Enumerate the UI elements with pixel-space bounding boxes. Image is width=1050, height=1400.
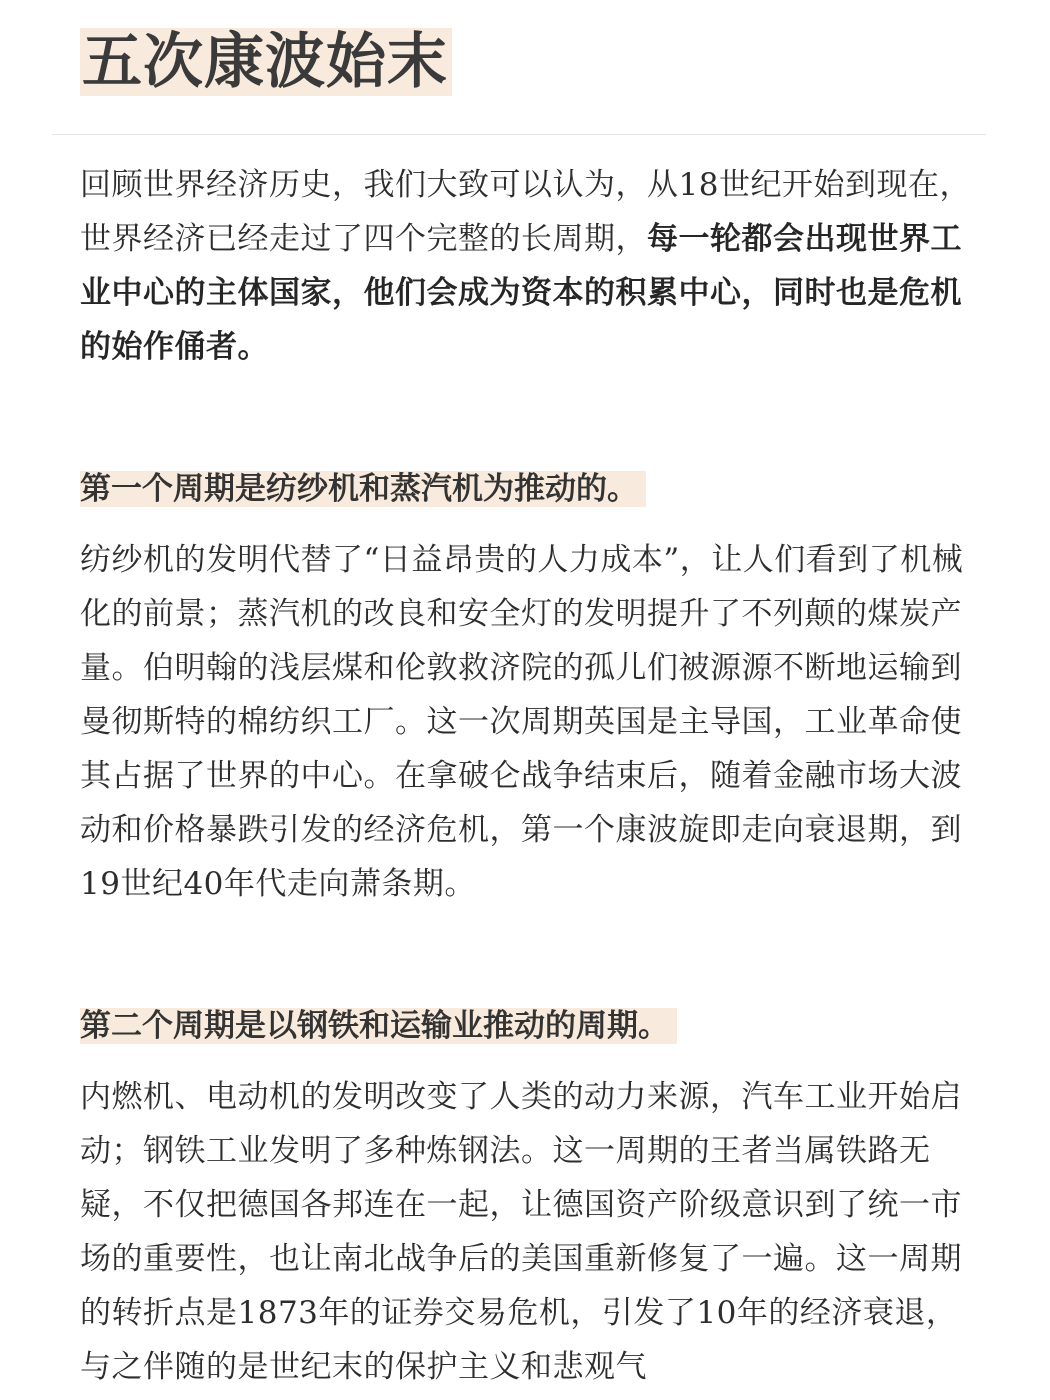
section-2-body: 内燃机、电动机的发明改变了人类的动力来源，汽车工业开始启动；钢铁工业发明了多种炼钢法。这一周期的王者当属铁路无疑，不仅把德国各邦连在一起，让德国资产阶级意识到了统一市场的重要性，也让南北战争后的美国重新修复了一遍。这一周期的转折点是1873年的证券交易危机，引发了10年的经济衰退，与之伴随的是世纪末的保护主义和悲观气 — [80, 1079, 962, 1385]
title-divider — [52, 134, 986, 135]
section-1-heading — [80, 468, 646, 510]
intro-text: 回顾世界经济历史，我们大致可以认为，从18世纪开始到现在，世界经济已经走过了四个完整的长周期， — [80, 167, 971, 257]
article-title: 五次康波始末 — [80, 28, 452, 96]
section-1-body: 纺纱机的发明代替了“日益昂贵的人力成本”，让人们看到了机械化的前景；蒸汽机的改良和安全灯的发明提升了不列颠的煤炭产量。伯明翰的浅层煤和伦敦救济院的孤儿们被源源不断地运输到曼彻斯特的棉纺织工厂。这一次周期英国是主导国，工业革命使其占据了世界的中心。在拿破仑战争结束后，随着金融市场大波动和价格暴跌引发的经济危机，第一个康波旋即走向衰退期，到19世纪40年代走向萧条期。 — [80, 542, 964, 902]
section-1-heading-text: 第一个周期是纺纱机和蒸汽机为推动的。 — [80, 471, 646, 507]
section-2-heading-text: 第二个周期是以钢铁和运输业推动的周期。 — [80, 1008, 677, 1044]
section-2-heading — [80, 1005, 677, 1047]
intro-bold-text: 每一轮都会出现世界工业中心的主体国家，他们会成为资本的积累中心，同时也是危机的始作俑者。 — [80, 221, 962, 365]
intro-paragraph — [80, 158, 975, 374]
